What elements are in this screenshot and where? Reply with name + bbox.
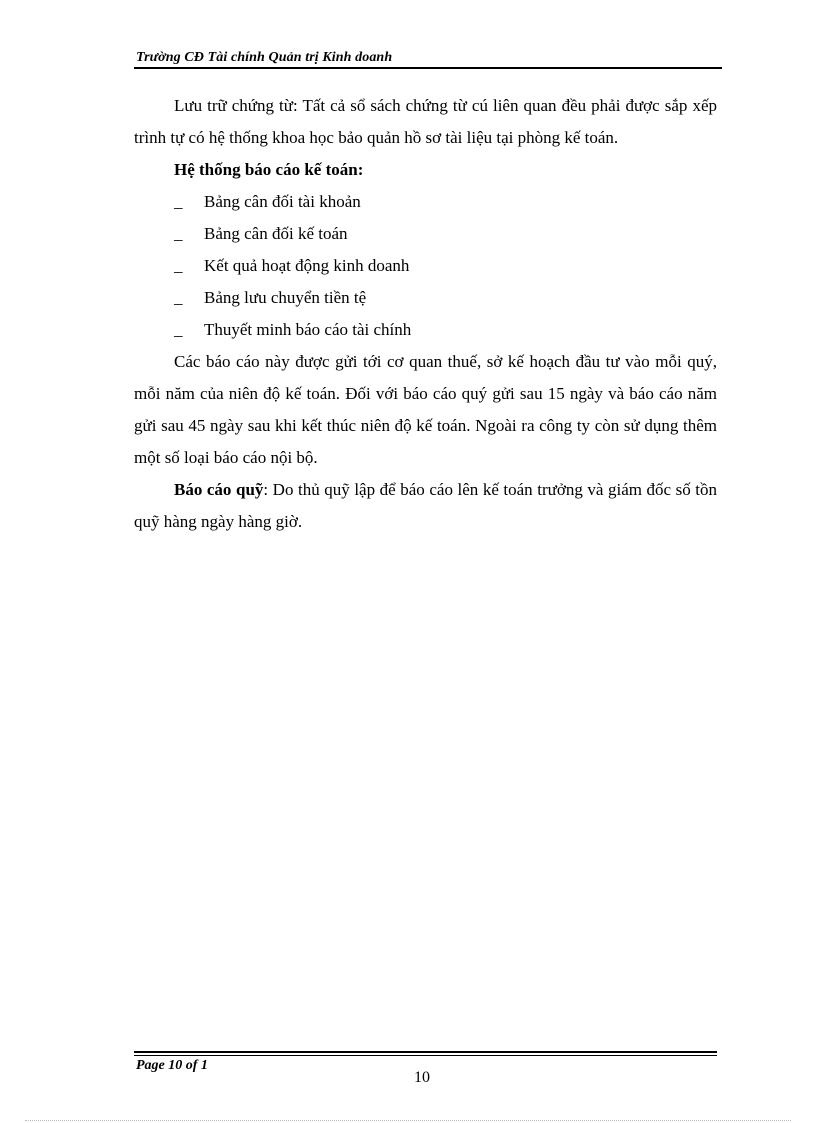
list-item bbox=[134, 186, 717, 218]
footer-rule bbox=[134, 1051, 717, 1053]
section-heading: Hệ thống báo cáo kế toán: bbox=[174, 160, 364, 179]
bullet-mark: _ bbox=[174, 224, 183, 243]
paragraph-reports: Các báo cáo này được gửi tới cơ quan thuế, sở kế hoạch đầu tư vào mỗi quý, mỗi năm của niên độ kế toán. Đối với báo cáo quý gửi sau 15 ngày và báo cáo năm gửi sau 45 ngày sau khi kết thúc niên độ kế toán. Ngoài ra công ty còn sử dụng thêm một số loại báo cáo nội bộ. bbox=[134, 352, 717, 467]
list-item-text: Bảng cân đối kế toán bbox=[204, 224, 348, 243]
footer-rule bbox=[134, 1055, 717, 1056]
list-item-text: Bảng lưu chuyển tiền tệ bbox=[204, 288, 367, 307]
list-item bbox=[134, 250, 717, 282]
paragraph-storage: Lưu trữ chứng từ: Tất cả sổ sách chứng từ cú liên quan đều phải được sắp xếp trình tự có hệ thống khoa học bảo quản hồ sơ tài liệu tại phòng kế toán. bbox=[134, 96, 717, 147]
bullet-mark: _ bbox=[174, 288, 183, 307]
page-boundary bbox=[25, 1120, 791, 1121]
document-body bbox=[134, 90, 717, 538]
list-item-text: Bảng cân đối tài khoản bbox=[204, 192, 361, 211]
page-number: 10 bbox=[414, 1069, 430, 1086]
bullet-mark: _ bbox=[174, 320, 183, 339]
list-item-text: Kết quả hoạt động kinh doanh bbox=[204, 256, 410, 275]
header-rule bbox=[134, 67, 722, 69]
list-item bbox=[134, 282, 717, 314]
list-item-text: Thuyết minh báo cáo tài chính bbox=[204, 320, 412, 339]
bullet-mark: _ bbox=[174, 192, 183, 211]
header-title: Trường CĐ Tài chính Quản trị Kinh doanh bbox=[136, 50, 393, 65]
fund-report-text: : Do thủ quỹ lập để báo cáo lên kế toán trưởng và giám đốc số tồn quỹ hàng ngày hàng giờ. bbox=[134, 480, 718, 531]
fund-report-term: Báo cáo quỹ bbox=[174, 480, 264, 499]
paragraph-fund-report bbox=[134, 474, 717, 538]
footer-page-label: Page 10 of 1 bbox=[136, 1058, 208, 1073]
bullet-mark: _ bbox=[174, 256, 183, 275]
list-item bbox=[134, 218, 717, 250]
list-item bbox=[134, 314, 717, 346]
